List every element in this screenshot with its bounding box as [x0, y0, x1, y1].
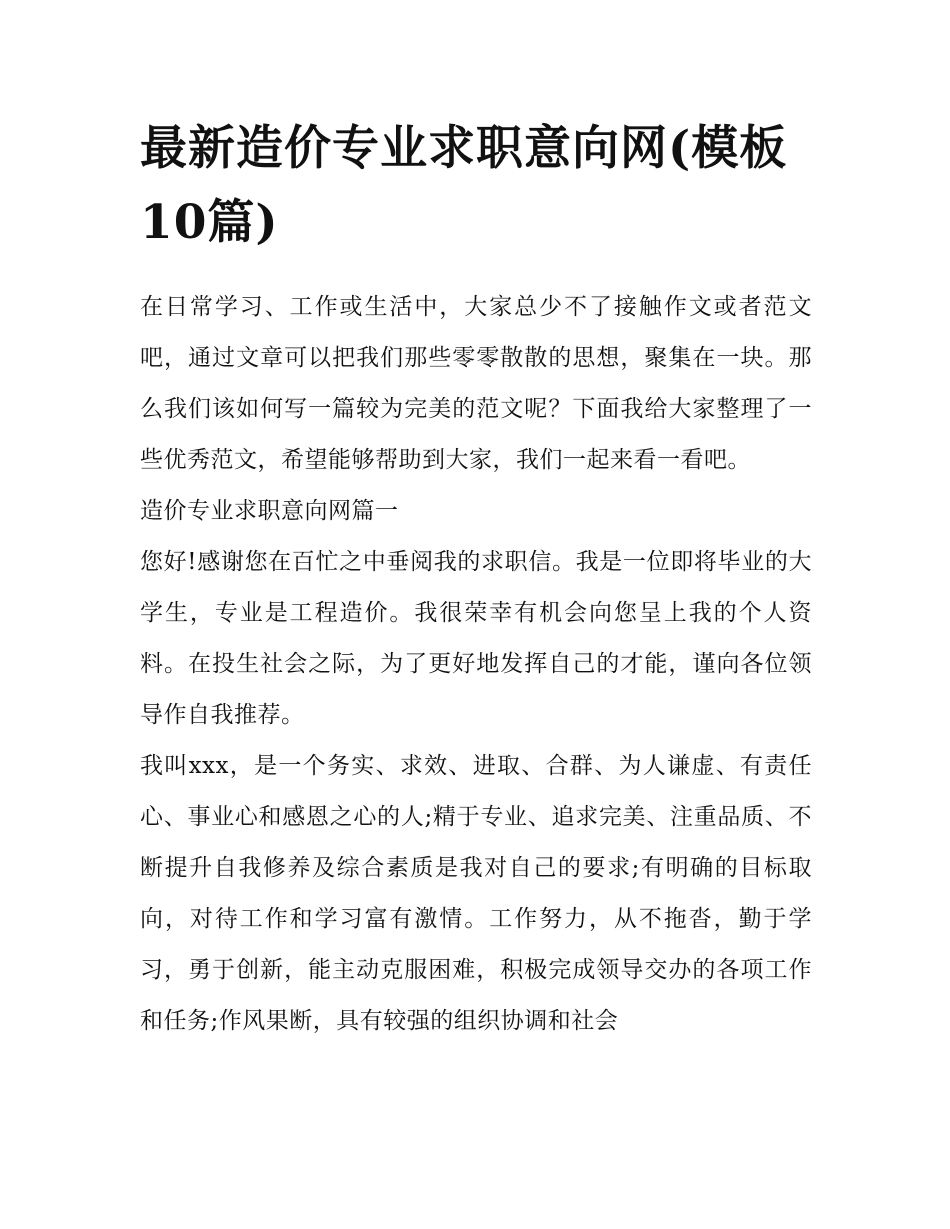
section-heading: 造价专业求职意向网篇一 [140, 498, 399, 524]
intro-paragraph: 在日常学习、工作或生活中，大家总少不了接触作文或者范文吧，通过文章可以把我们那些零零散散的思想，聚集在一块。那么我们该如何写一篇较为完美的范文呢？下面我给大家整理了一些优秀范文，希望能够帮助到大家，我们一起来看一看吧。 [140, 294, 812, 473]
greeting-paragraph: 您好!感谢您在百忙之中垂阅我的求职信。我是一位即将毕业的大学生，专业是工程造价。我很荣幸有机会向您呈上我的个人资料。在投生社会之际，为了更好地发挥自己的才能，谨向各位领导作自我推荐。 [140, 549, 812, 728]
document-page [140, 112, 812, 1047]
document-title: 最新造价专业求职意向网(模板10篇) [140, 121, 788, 250]
self-intro-paragraph: 我叫xxx，是一个务实、求效、进取、合群、为人谦虚、有责任心、事业心和感恩之心的人;精于专业、追求完美、注重品质、不断提升自我修养及综合素质是我对自己的要求;有明确的目标取向，对待工作和学习富有激情。工作努力，从不拖沓，勤于学习，勇于创新，能主动克服困难，积极完成领导交办的各项工作和任务;作风果断，具有较强的组织协调和社会 [140, 753, 812, 1034]
